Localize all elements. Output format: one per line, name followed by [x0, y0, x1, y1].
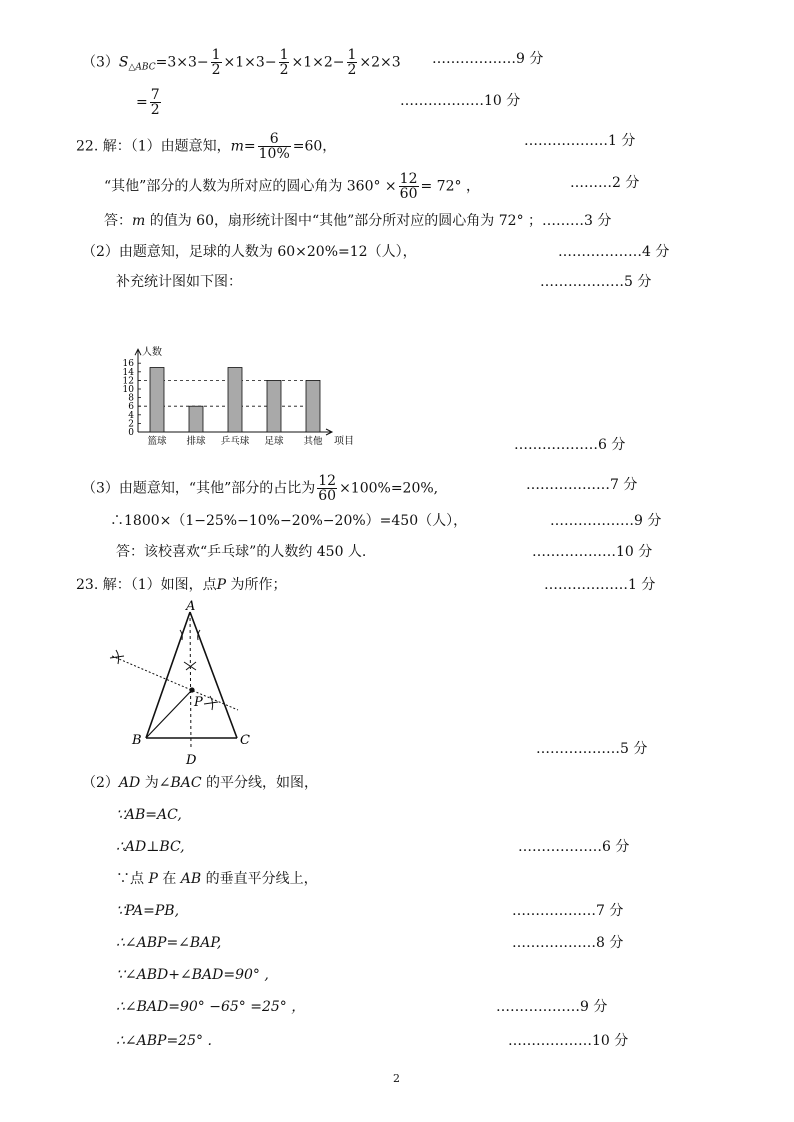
category-label: 其他 [303, 436, 323, 447]
y-tick-label: 10 [122, 385, 134, 395]
bar [228, 368, 242, 433]
proof-step-5: ∴∠ABP=∠BAP, [116, 935, 222, 951]
y-tick-label: 4 [128, 410, 134, 421]
proof-step-3 [116, 870, 318, 888]
expr-part: ×1×3− [223, 54, 277, 71]
side-ac [190, 612, 237, 738]
expr-part: 的垂直平分线上， [201, 871, 318, 887]
area-subscript: △ABC [128, 62, 156, 73]
bisector-ad [190, 612, 191, 750]
score-marker: ………………7 分 [526, 477, 638, 493]
expr-part: 为所作； [226, 577, 287, 593]
perp-bisector [112, 656, 238, 710]
score-marker: ………………6 分 [514, 437, 626, 453]
score-marker: ………………4 分 [558, 244, 670, 260]
bar [150, 368, 164, 433]
expr-part: = 72° ， [420, 178, 480, 195]
q22-line-3 [104, 212, 611, 230]
var-p: P [216, 577, 227, 593]
score-marker: ………………10 分 [400, 93, 521, 109]
expr-part: AB [180, 871, 202, 887]
expr-part: ×1×2− [291, 54, 345, 71]
score-marker: ………………9 分 [496, 999, 608, 1015]
segment-bp [146, 690, 192, 738]
score-marker: ………………5 分 [540, 274, 652, 290]
point-p [189, 687, 194, 692]
score-marker: ………………9 分 [550, 513, 662, 529]
y-tick-label: 16 [122, 359, 134, 370]
q23-heading: 23. 解：（1）如图，点 [76, 577, 217, 593]
y-tick-label: 0 [128, 428, 134, 438]
var-m: m [132, 213, 146, 229]
label-c: C [240, 733, 250, 748]
expr-part: ∵点 [116, 871, 149, 887]
expr-part: “其他”部分的人数为所对应的圆心角为 360° × [104, 178, 397, 195]
bar [306, 380, 320, 432]
label-b: B [132, 733, 142, 748]
score-marker: ………………8 分 [512, 935, 624, 951]
category-label: 乒乓球 [220, 436, 250, 447]
expr-part: ×2×3 [359, 54, 401, 71]
q21-line-4 [136, 88, 163, 117]
arc-mark [204, 696, 218, 710]
area-symbol: S [118, 54, 129, 71]
y-tick-label: 6 [128, 402, 134, 413]
score-marker: ………………1 分 [544, 577, 656, 593]
y-tick-label: 2 [128, 419, 134, 430]
bar [267, 380, 281, 432]
label-a: A [186, 600, 196, 614]
q22-line-5: 补充统计图如下图： [116, 274, 242, 290]
q22-heading: 22. 解：（1）由题意知， [76, 138, 231, 155]
proof-step-8: ∴∠ABP=25° . [116, 1033, 212, 1049]
q22-line-2 [104, 172, 480, 201]
q22-line-9: 答：该校喜欢“乒乓球”的人数约 450 人. [116, 544, 367, 560]
q22-line-4: （2）由题意知，足球的人数为 60×20%=12（人）， [82, 244, 417, 260]
q22-line-7 [82, 474, 438, 503]
score-marker: ………………5 分 [536, 741, 648, 757]
score-marker: ………………10 分 [532, 544, 653, 560]
category-label: 篮球 [147, 436, 167, 447]
proof-step-4: ∵PA=PB, [116, 903, 180, 919]
q22-line-1 [76, 132, 336, 161]
y-tick-label: 12 [122, 376, 134, 387]
expr-part: 在 [157, 871, 181, 887]
expr-part: =60， [292, 138, 337, 155]
label-p: P [194, 695, 203, 710]
expr-part: （3）由题意知，“其他”部分的占比为 [82, 480, 316, 497]
score-marker: ………2 分 [570, 175, 640, 191]
category-label: 足球 [264, 436, 284, 447]
score-marker: ………………7 分 [512, 903, 624, 919]
expr-part: 为∠ [140, 775, 171, 791]
fraction: $\frac{7}{2}$ [150, 87, 160, 118]
score-marker: ………………9 分 [432, 51, 544, 67]
q21-line-3 [82, 48, 401, 77]
category-label: 排球 [186, 436, 206, 447]
triangle-figure [106, 600, 266, 770]
fraction: $\frac{6}{10\%}$ [258, 131, 290, 162]
label-d: D [186, 753, 197, 768]
expr-part: = [243, 138, 256, 155]
proof-step-6: ∵∠ABD+∠BAD=90° , [116, 967, 269, 983]
expr-part: 的平分线，如图， [201, 775, 319, 791]
q23-line-2 [82, 774, 318, 792]
expr-part: ×100%=20%, [339, 480, 439, 497]
proof-step-2: ∴AD⊥BC, [116, 839, 185, 855]
q23-line-1 [76, 576, 287, 594]
fraction: $\frac{12}{60}$ [318, 473, 337, 504]
expr-part: BAC [170, 775, 202, 791]
expr-part: AD [118, 775, 141, 791]
bar-chart [110, 300, 370, 450]
score-marker: ………………1 分 [524, 133, 636, 149]
fraction: $\frac{1}{2}$ [211, 47, 221, 78]
arc-mark [110, 650, 124, 664]
y-tick-label: 14 [122, 367, 134, 378]
y-tick-label: 8 [128, 393, 134, 404]
fraction: $\frac{1}{2}$ [279, 47, 289, 78]
q22-line-8: ∴1800×（1−25%−10%−20%−20%）=450（人）， [110, 513, 468, 529]
expr-part: （2） [82, 775, 119, 791]
var-m: m [230, 138, 244, 155]
expr-part: 的值为 60，扇形统计图中“其他”部分所对应的圆心角为 72° ；………3 分 [145, 213, 612, 229]
expr-part: 答： [104, 213, 132, 229]
bar [189, 406, 203, 432]
page-number: 2 [393, 1072, 400, 1085]
score-marker: ………………10 分 [508, 1033, 629, 1049]
fraction: $\frac{12}{60}$ [399, 171, 418, 202]
side-ab [146, 612, 190, 738]
proof-step-7: ∴∠BAD=90° −65° =25° ， [116, 999, 306, 1015]
fraction: $\frac{1}{2}$ [347, 47, 357, 78]
y-axis-label: 人数 [142, 347, 162, 359]
x-axis-label: 项目 [334, 436, 354, 447]
expr-part: =3×3− [155, 54, 209, 71]
proof-step-1: ∵AB=AC, [116, 807, 182, 823]
expr-part: P [148, 871, 158, 887]
q21-label: （3） [82, 54, 119, 71]
expr-part: = [136, 94, 148, 111]
score-marker: ………………6 分 [518, 839, 630, 855]
